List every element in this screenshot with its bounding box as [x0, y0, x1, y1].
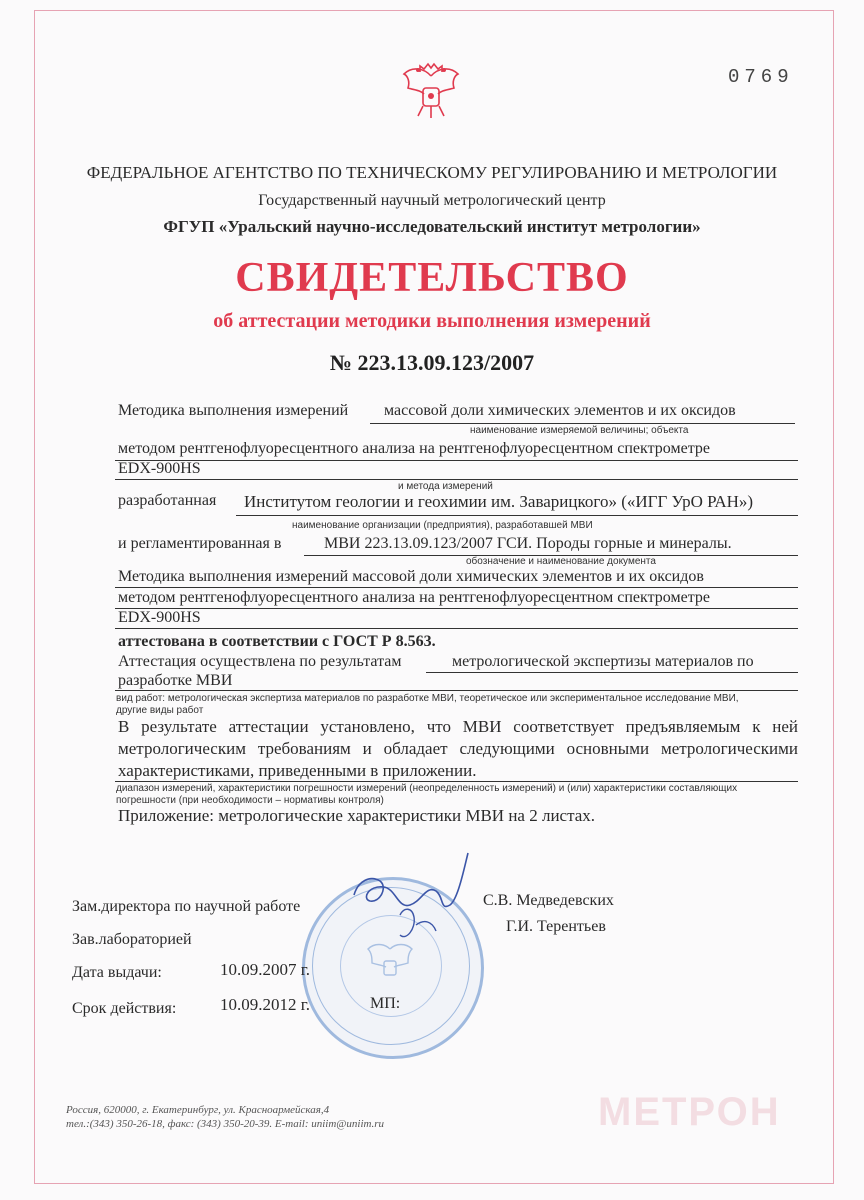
regulated-hint: обозначение и наименование документа: [466, 556, 656, 567]
footer-address: Россия, 620000, г. Екатеринбург, ул. Красноармейская,4: [66, 1104, 330, 1116]
result-underline: [115, 781, 798, 782]
metron-watermark-logo: МЕТРОН: [598, 1090, 781, 1134]
seal-place-label: МП:: [370, 995, 401, 1012]
method-line-2: методом рентгенофлуоресцентного анализа на рентгенофлуоресцентном спектрометре: [118, 440, 710, 457]
institute-name: ФГУП «Уральский научно-исследовательский институт метрологии»: [163, 217, 701, 236]
method-hint: наименование измеряемой величины; объекта: [470, 425, 689, 436]
deputy-director-name: С.В. Медведевских: [483, 892, 614, 909]
document-name-line-1-underline: [115, 587, 798, 588]
appendix-note: Приложение: метрологические характеристики МВИ на 2 листах.: [118, 806, 596, 825]
result-line-1: В результате аттестации установлено, что МВИ соответствует предъявляемым к ней: [118, 717, 798, 736]
lab-head-label: Зав.лабораторией: [72, 931, 192, 948]
method-label: Методика выполнения измерений: [118, 402, 349, 419]
developed-label: разработанная: [118, 492, 217, 509]
document-name-line-3: EDX-900HS: [118, 609, 201, 626]
developed-hint: наименование организации (предприятия), разработавшей МВИ: [292, 520, 593, 531]
document-name-line-2-underline: [115, 608, 798, 609]
deputy-director-label: Зам.директора по научной работе: [72, 898, 301, 915]
range-hint-1: диапазон измерений, характеристики погрешности измерений (неопределенность измерений) и (или) характеристики составляющих: [116, 783, 738, 794]
footer-contacts: тел.:(343) 350-26-18, факс: (343) 350-20-39. E-mail: uniim@uniim.ru: [66, 1118, 385, 1130]
issue-date-value: 10.09.2007 г.: [220, 960, 311, 979]
document-name-line-1: Методика выполнения измерений массовой доли химических элементов и их оксидов: [118, 568, 704, 585]
attestation-label: Аттестация осуществлена по результатам: [118, 653, 402, 670]
validity-value: 10.09.2012 г.: [220, 995, 311, 1014]
method-value: массовой доли химических элементов и их оксидов: [384, 402, 736, 419]
result-line-2: метрологическим требованиям и обладает следующими основными метрологическими: [118, 739, 798, 758]
attestation-underline: [426, 672, 798, 673]
attestation-value: метрологической экспертизы материалов по: [452, 653, 754, 670]
work-type-hint-2: другие виды работ: [116, 705, 204, 716]
regulated-value: МВИ 223.13.09.123/2007 ГСИ. Породы горные и минералы.: [324, 535, 732, 552]
deputy-signature: [340, 845, 480, 955]
range-hint-2: погрешности (при необходимости – нормативы контроля): [116, 795, 384, 806]
document-title: СВИДЕТЕЛЬСТВО: [235, 255, 629, 301]
certified-statement: аттестована в соответствии с ГОСТ Р 8.563.: [118, 633, 436, 650]
attestation-value-2: разработке МВИ: [118, 672, 233, 689]
agency-name: ФЕДЕРАЛЬНОЕ АГЕНТСТВО ПО ТЕХНИЧЕСКОМУ РЕГУЛИРОВАНИЮ И МЕТРОЛОГИИ: [86, 163, 778, 182]
serial-number: 0769: [728, 66, 794, 88]
coat-of-arms-icon: [398, 60, 464, 122]
document-name-line-2: методом рентгенофлуоресцентного анализа на рентгенофлуоресцентном спектрометре: [118, 589, 710, 606]
document-name-line-3-underline: [115, 628, 798, 629]
method-line-3-underline: [115, 479, 798, 480]
certificate-number: № 223.13.09.123/2007: [329, 350, 535, 375]
method-hint-2: и метода измерений: [398, 481, 493, 492]
document-subtitle: об аттестации методики выполнения измерений: [213, 310, 651, 332]
validity-label: Срок действия:: [72, 1000, 177, 1017]
issue-date-label: Дата выдачи:: [72, 964, 162, 981]
method-underline: [370, 423, 795, 424]
work-type-hint-1: вид работ: метрологическая экспертиза материалов по разработке МВИ, теоретическое или экспериментальное исследование МВИ,: [116, 693, 739, 704]
result-line-3: характеристиками, приведенными в приложении.: [118, 761, 477, 780]
lab-head-name: Г.И. Терентьев: [506, 918, 606, 935]
method-line-3: EDX-900HS: [118, 460, 201, 477]
developed-underline: [236, 515, 798, 516]
attestation-value-2-underline: [115, 690, 798, 691]
developed-value: Институтом геологии и геохимии им. Заварицкого» («ИГГ УрО РАН»): [244, 492, 754, 511]
center-name: Государственный научный метрологический центр: [258, 192, 606, 209]
regulated-label: и регламентированная в: [118, 535, 282, 552]
method-line-2-underline: [115, 460, 798, 461]
